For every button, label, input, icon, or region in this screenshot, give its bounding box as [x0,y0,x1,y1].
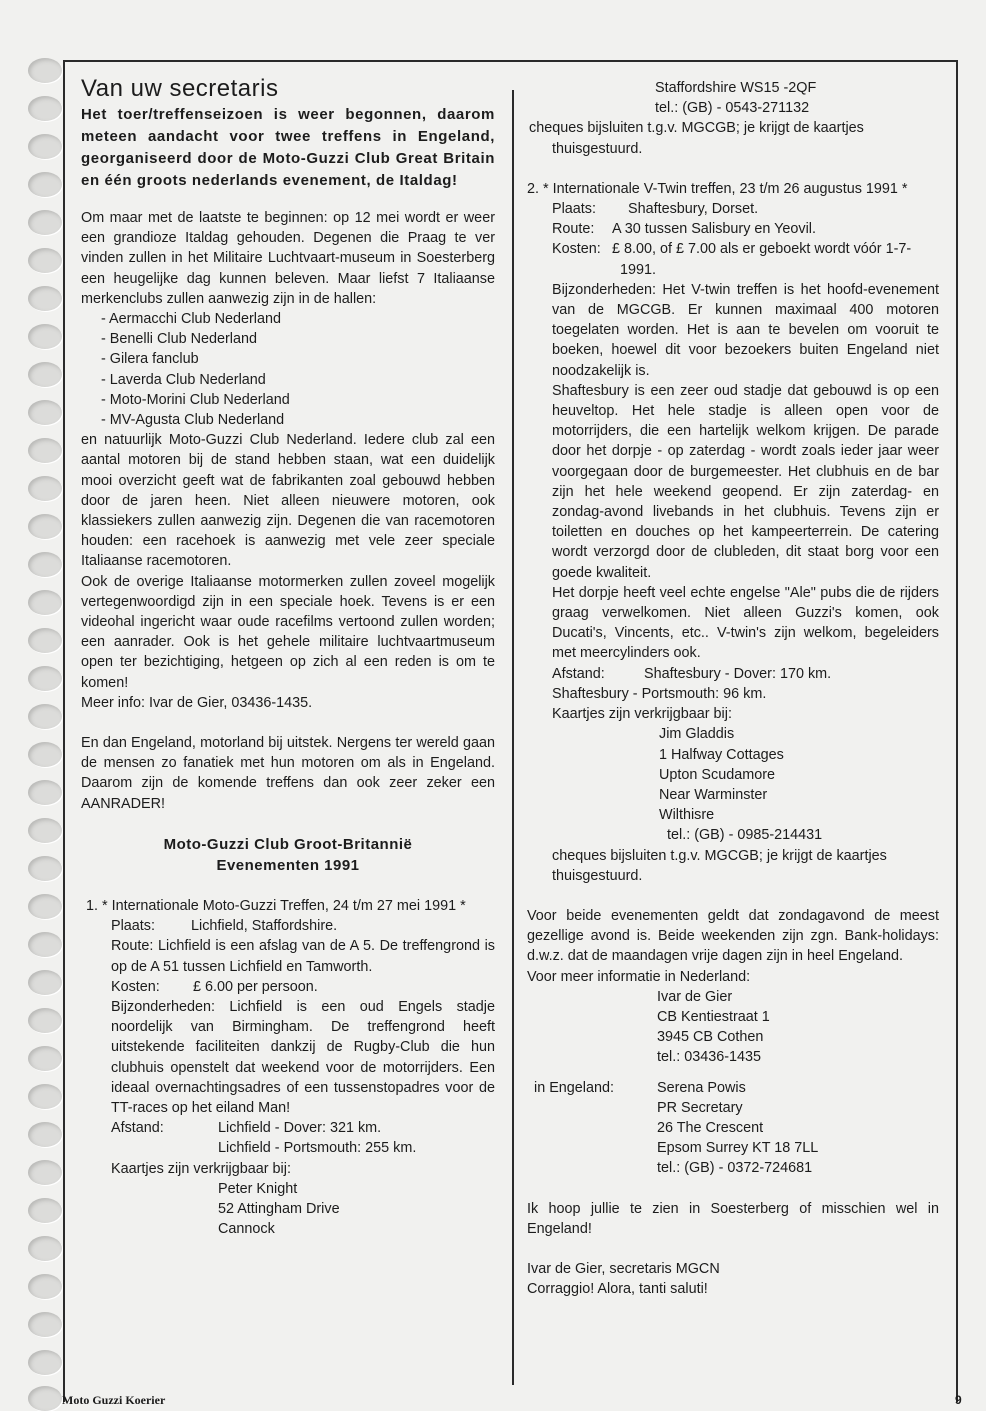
label: Afstand: [552,665,605,682]
clubs-paragraph: en natuurlijk Moto-Guzzi Club Nederland. Iedere club zal een aantal motoren bij de stand hebben staan, wat een duidelijk mooi overzicht geeft wat de fabrikanten zoal gebouwd hebben door de jaren heen. Niet alleen nieuwere motoren, ook klassiekers zullen aanwezig zijn. Degenen die van racemotoren houden: een racehoek is aanwezig met vele zeer speciale Italiaanse racemotoren. [81,432,495,570]
binder-hole [28,970,62,995]
section-heading: Moto-Guzzi Club Groot-Britannië [163,835,413,853]
binder-hole [28,58,62,83]
value: £ 8.00, of £ 7.00 als er geboekt wordt vóór 1-7-1991. [612,241,912,278]
left-column [81,74,495,1239]
nl-address-block [527,987,939,1068]
event-1-bijzonderheden: Bijzonderheden: Lichfield is een oud Engels stadje noordelijk van Birmingham. De treffengrond heeft uitstekende faciliteiten dankzij de Rugby-Club die hun clubhuis openstelt dat weekend voor de motorrijders. Een ideaal overnachtingsadres of een tussenstopadres voor de TT-races op het eiland Man! [111,998,495,1116]
binder-hole [28,210,62,235]
address-line: 3945 CB Cothen [657,1029,764,1046]
value: Shaftesbury - Portsmouth: 96 km. [552,685,767,702]
address-line: Staffordshire WS15 -2QF [655,80,817,96]
club-item: - Benelli Club Nederland [101,331,257,348]
address-line: 52 Attingham Drive [218,1200,340,1217]
event-1 [81,896,495,1239]
address-line: 1 Halfway Cottages [659,746,784,763]
value: £ 6.00 per persoon. [193,978,318,995]
address-line: PR Secretary [657,1099,743,1116]
phone-line: tel.: (GB) - 0372-724681 [657,1160,813,1177]
cheques-note: cheques bijsluiten t.g.v. MGCGB; je krijgt de kaartjes thuisgestuurd. [529,120,864,157]
more-info-line: Meer info: Ivar de Gier, 03436-1435. [81,694,313,711]
nl-info-label: Voor meer informatie in Nederland: [527,968,751,985]
event-2-description: Shaftesbury is een zeer oud stadje dat gebouwd is op een heuveltop. Het hele stadje is alleen open voor de motorrijders, die een hartelijk welkom krijgen. De parade door het dorpje - op zaterdag - wordt zoals ieder jaar weer voorgegaan door de burgemeester. Het clubhuis en de bar zijn het hele weekend geopend. Er zijn zaterdag- en zondag-avond livebands in het clubhuis. Tevens zijn er toiletten en douches op het kampeerterrein. De catering wordt verzorgd door de clubleden, dit staat borg voor een goede kwaliteit. [552,382,939,581]
binder-hole [28,248,62,273]
both-events-paragraph: Voor beide evenementen geldt dat zondagavond de meest gezellige avond is. Beide weekenden zijn zgn. Bank-holidays: d.w.z. dat de maandagen vrije dagen zijn in heel Engeland. [527,907,939,965]
club-item: - Gilera fanclub [101,351,199,368]
section-subheading: Evenementen 1991 [216,856,360,874]
binder-hole [28,362,62,387]
cheques-note: cheques bijsluiten t.g.v. MGCGB; je krijgt de kaartjes thuisgestuurd. [552,847,887,884]
event-1-details [86,916,495,1239]
event-2-ale: Het dorpje heeft veel echte engelse "Ale" pubs die de rijders graag verwelkomen. Niet alleen Guzzi's komen, ook Ducati's, Vincents, etc.. V-twin's zijn welkom, begeleiders met meercylinders ook. [552,584,939,662]
en-address-block [527,1078,939,1179]
binder-hole [28,818,62,843]
footer-publication: Moto Guzzi Koerier [62,1393,166,1407]
address-block [111,1179,495,1240]
address-block [552,724,939,845]
binder-hole [28,590,62,615]
phone-line: tel.: (GB) - 0543-271132 [655,100,810,117]
binder-hole [28,704,62,729]
address-line: Wilthisre [659,807,715,824]
club-item: - MV-Agusta Club Nederland [101,412,285,429]
event-1-route: Route: Lichfield is een afslag van de A 5. De treffengrond is op de A 51 tussen Lichfield en Tamworth. [111,938,495,975]
signature: Ivar de Gier, secretaris MGCN [527,1260,720,1277]
binder-hole [28,628,62,653]
england-paragraph: En dan Engeland, motorland bij uitstek. Nergens ter wereld gaan de mensen zo fanatiek met hun motoren om als in Engeland. Daarom zijn de komende treffens dan ook zeer zeker een AANRADER! [81,735,495,812]
binder-hole [28,476,62,501]
address-line: Ivar de Gier [657,988,733,1005]
binder-hole [28,96,62,121]
address-line: Serena Powis [657,1079,746,1096]
binder-hole [28,1160,62,1185]
binder-hole [28,666,62,691]
club-item: - Moto-Morini Club Nederland [101,391,290,408]
event-2-title: 2. * Internationale V-Twin treffen, 23 t/m 26 augustus 1991 * [527,180,908,197]
phone-line: tel.: 03436-1435 [657,1049,762,1066]
address-line: 26 The Crescent [657,1119,764,1136]
binder-hole [28,1198,62,1223]
label: Route: [552,221,595,238]
label: Plaats: [111,918,155,935]
binder-hole [28,1046,62,1071]
address-line: Upton Scudamore [659,766,775,783]
binder-hole [28,1274,62,1299]
label: in Engeland: [534,1079,615,1096]
italdag-paragraph: Om maar met de laatste te beginnen: op 12 mei wordt er weer een grandioze Italdag gehouden. Degenen die Praag te ver vinden zullen in het Militaire Luchtvaart-museum in Soesterberg een heugelijke dag kunnen beleven. Maar liefst 7 Italiaanse merkenclubs zullen aanwezig zijn in de hallen: [81,210,495,307]
binder-hole [28,780,62,805]
binder-hole [28,1008,62,1033]
event-2-details [527,199,939,886]
address-line: Jim Gladdis [659,726,735,743]
label: Kosten: [552,241,601,258]
binder-hole [28,742,62,767]
value: Shaftesbury - Dover: 170 km. [644,665,832,682]
tickets-label: Kaartjes zijn verkrijgbaar bij: [111,1160,291,1177]
event-1-title: 1. * Internationale Moto-Guzzi Treffen, 24 t/m 27 mei 1991 * [86,897,466,914]
binder-hole [28,514,62,539]
club-list [81,309,495,430]
value: Shaftesbury, Dorset. [628,201,759,218]
page-number: 9 [955,1393,962,1407]
binder-hole [28,324,62,349]
binder-hole [28,1122,62,1147]
column-divider [512,90,514,1385]
label: Kosten: [111,978,160,995]
value: Lichfield - Portsmouth: 255 km. [218,1140,417,1157]
binder-hole [28,894,62,919]
binder-hole [28,1312,62,1337]
address-line: Cannock [218,1221,275,1238]
label: Plaats: [552,201,596,218]
value: A 30 tussen Salisbury en Yeovil. [612,221,817,238]
phone-line: tel.: (GB) - 0985-214431 [667,827,823,844]
sign-off: Corraggio! Alora, tanti saluti! [527,1281,708,1298]
event-2-bijzonderheden: Bijzonderheden: Het V-twin treffen is het hoofd-evenement van de MGCGB. Er kunnen maximaal 400 motoren toegelaten worden. Het is aan te bevelen om vooruit te boeken, hoewel dit voor bezoekers buiten Engeland niet noodzakelijk is. [552,281,939,379]
right-column [527,78,939,1299]
binder-hole [28,172,62,197]
address-line: CB Kentiestraat 1 [657,1008,770,1025]
binder-hole [28,1386,62,1411]
club-item: - Aermacchi Club Nederland [101,311,281,328]
page-title: Van uw secretaris [81,75,279,102]
binder-hole [28,932,62,957]
binder-hole [28,400,62,425]
address-line: Near Warminster [659,786,768,803]
binder-hole [28,552,62,577]
address-line: Peter Knight [218,1180,298,1197]
intro-paragraph: Het toer/treffenseizoen is weer begonnen, daarom meteen aandacht voor twee treffens in Engeland, georganiseerd door de Moto-Guzzi Club Great Britain en één groots nederlands evenement, de Italdag! [81,106,495,189]
value: Lichfield - Dover: 321 km. [218,1120,382,1137]
address-line: Epsom Surrey KT 18 7LL [657,1140,819,1157]
other-brands-paragraph: Ook de overige Italiaanse motormerken zullen zoveel mogelijk vertegenwoordigd zijn in een speciale hoek. Tevens is er een videohal ingericht waar oude racefilms vertoond zullen worden; een aanrader. Ook is het gehele militaire luchtvaartmuseum open ter bezichtiging, hetgeen op zich al een reden is om te komen! [81,573,495,691]
value: Lichfield, Staffordshire. [191,918,338,935]
club-item: - Laverda Club Nederland [101,371,266,388]
closing-paragraph: Ik hoop jullie te zien in Soesterberg of misschien wel in Engeland! [527,1200,939,1237]
binder-hole [28,438,62,463]
binder-hole [28,1236,62,1261]
binder-hole [28,1084,62,1109]
binder-hole [28,856,62,881]
binder-hole [28,134,62,159]
label: Afstand: [111,1120,164,1137]
binder-hole [28,286,62,311]
binder-hole [28,1350,62,1375]
tickets-label: Kaartjes zijn verkrijgbaar bij: [552,706,732,723]
